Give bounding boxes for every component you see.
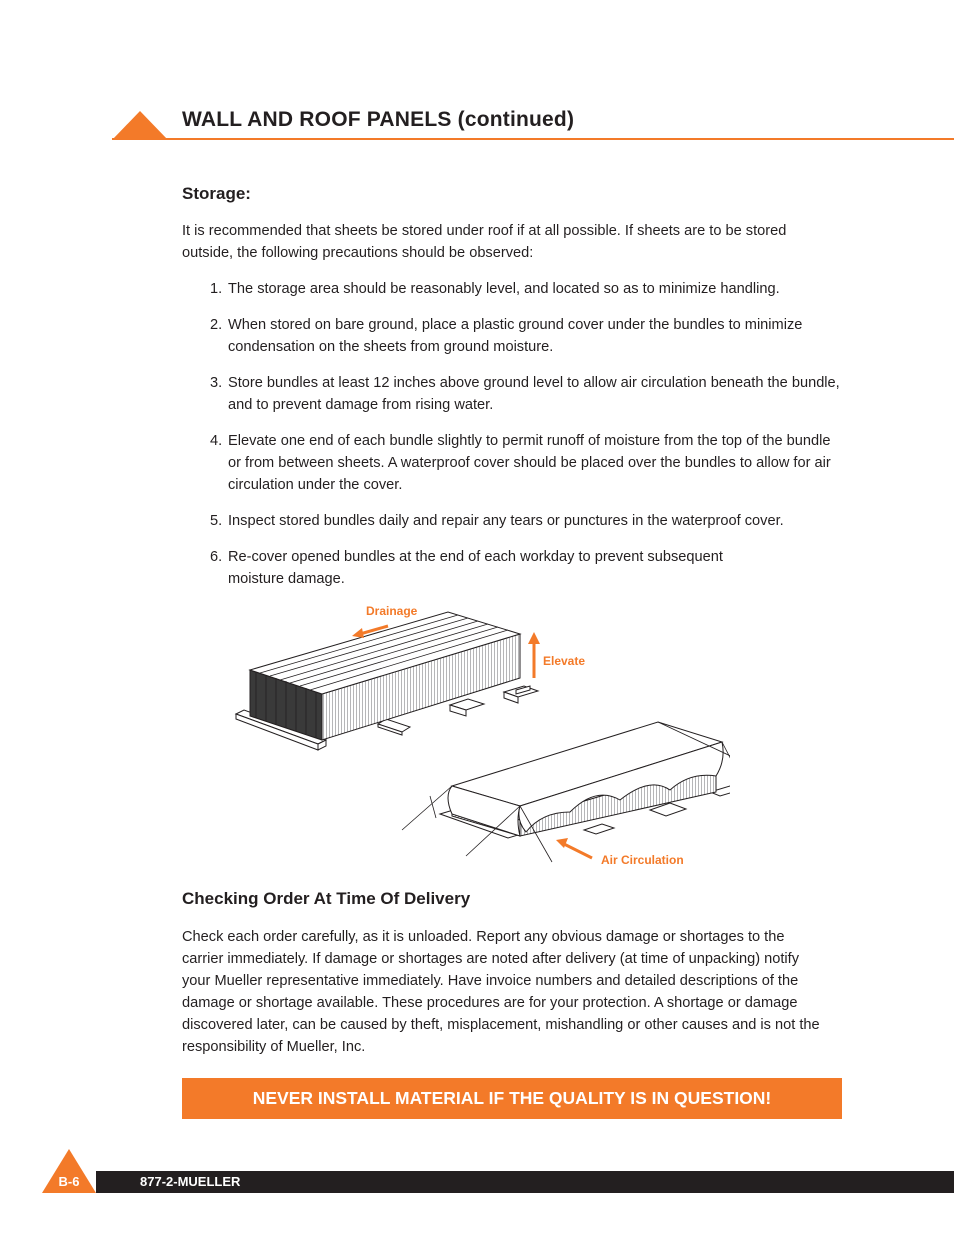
list-text: When stored on bare ground, place a plastic ground cover under the bundles to minimize condensation on the sheets from ground moisture.: [228, 317, 803, 355]
storage-heading: Storage:: [182, 184, 251, 203]
header-triangle-decoration: [112, 111, 168, 140]
list-text: Store bundles at least 12 inches above ground level to allow air circulation beneath the bundle, and to prevent damage from rising water.: [228, 375, 840, 413]
list-number: 3.: [210, 375, 223, 391]
storage-steps-list: [182, 278, 842, 604]
list-item: [182, 314, 842, 358]
list-item: [182, 430, 842, 496]
elevate-arrow: [528, 632, 540, 678]
list-text: Elevate one end of each bundle slightly to permit runoff of moisture from the top of the bundle or from between sheets. A waterproof cover should be placed over the bundles to allow for air circulation under the cover.: [228, 433, 831, 493]
list-item: [182, 510, 842, 532]
list-number: 6.: [210, 549, 223, 565]
storage-intro: It is recommended that sheets be stored under roof if at all possible. If sheets are to be stored outside, the following precautions should be observed:: [182, 223, 787, 261]
storage-illustration: [230, 600, 730, 875]
header-rule: [112, 138, 954, 140]
list-number: 2.: [210, 317, 223, 333]
delivery-heading: Checking Order At Time Of Delivery: [182, 889, 471, 908]
list-item: [182, 546, 842, 590]
page-number: B-6: [58, 1174, 80, 1189]
list-item: [182, 278, 842, 300]
footer-phone: 877-2-MUELLER: [140, 1174, 241, 1189]
list-text: Re-cover opened bundles at the end of each workday to prevent subsequent moisture damage.: [228, 549, 723, 587]
drainage-label: Drainage: [366, 604, 418, 618]
warning-banner: NEVER INSTALL MATERIAL IF THE QUALITY IS IN QUESTION!: [182, 1078, 842, 1119]
page-title: WALL AND ROOF PANELS (continued): [182, 108, 575, 131]
list-number: 5.: [210, 513, 223, 529]
air-circulation-arrow: [556, 838, 592, 858]
list-text: The storage area should be reasonably level, and located so as to minimize handling.: [228, 281, 780, 297]
list-item: [182, 372, 842, 416]
list-number: 4.: [210, 433, 223, 449]
list-number: 1.: [210, 281, 223, 297]
air-circulation-label: Air Circulation: [601, 853, 684, 867]
elevate-label: Elevate: [543, 654, 586, 668]
delivery-body: Check each order carefully, as it is unloaded. Report any obvious damage or shortages to the carrier immediately. If damage or shortages are noted after delivery (at time of unpacking) notify your Mueller representative immediately. Have invoice numbers and detailed descriptions of the damage or shortage available. These procedures are for your protection. A shortage or damage discovered later, can be caused by theft, misplacement, mishandling or other causes and is not the responsibility of Mueller, Inc.: [182, 929, 820, 1055]
list-text: Inspect stored bundles daily and repair any tears or punctures in the waterproof cover.: [228, 513, 784, 529]
